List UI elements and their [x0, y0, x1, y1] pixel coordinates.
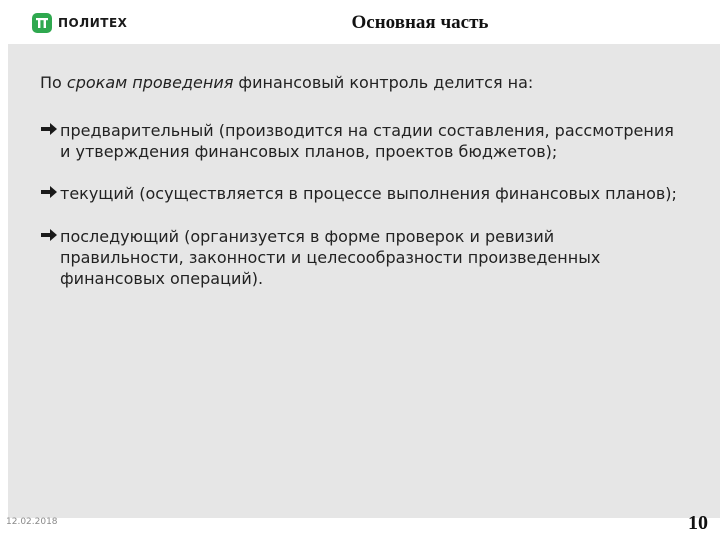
list-item [40, 120, 680, 162]
right-arrow-icon [40, 227, 60, 248]
bullet-list [40, 120, 680, 310]
list-item [40, 226, 680, 289]
list-item [40, 183, 680, 205]
list-item-text: текущий (осуществляется в процессе выполнения финансовых планов); [60, 184, 677, 203]
slide-title: Основная часть [351, 12, 489, 33]
intro-emphasis: срокам проведения [66, 73, 234, 92]
slide-header [0, 0, 720, 44]
intro-text [40, 73, 533, 93]
intro-suffix: финансовый контроль делится на: [233, 73, 534, 92]
page-number: 10 [688, 512, 708, 534]
list-item-text: предварительный (производится на стадии составления, рассмотрения и утверждения финансовых планов, проектов бюджетов); [60, 121, 674, 161]
politech-logo-icon [32, 13, 52, 33]
intro-prefix: По [40, 73, 67, 92]
footer-date: 12.02.2018 [6, 517, 58, 527]
right-arrow-icon [40, 121, 60, 142]
logo-text: ПОЛИТЕХ [58, 16, 128, 30]
slide-content [8, 44, 720, 518]
logo [32, 12, 127, 34]
list-item-text: последующий (организуется в форме проверок и ревизий правильности, законности и целесообразности произведенных финансовых операций). [60, 227, 601, 288]
right-arrow-icon [40, 184, 60, 205]
